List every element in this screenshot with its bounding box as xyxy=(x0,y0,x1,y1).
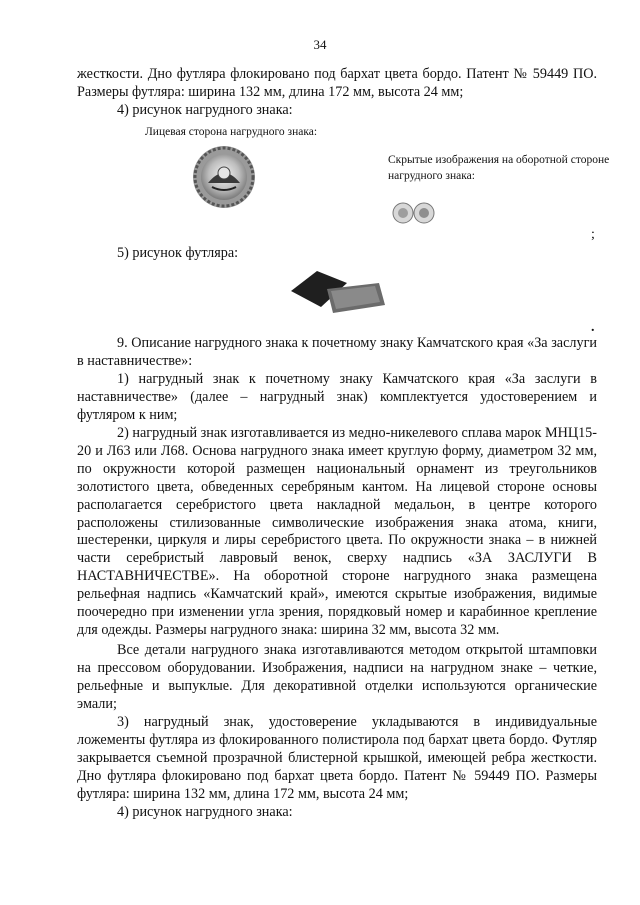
paragraph-4: 3) нагрудный знак, удостоверение укладываются в индивидуальные ложементы футляра из флокированного полистирола под бархат цвета бордо. Футляр закрывается съемной прозрачной блистерной крышкой, имеющей ребра жесткости. Дно футляра флокировано под бархат цвета бордо. Патент № 59449 ПО. Размеры футляра: ширина 132 мм, длина 172 мм, высота 24 мм; xyxy=(77,714,597,802)
section9-heading: 9. Описание нагрудного знака к почетному знаку Камчатского края «За заслуги в наставничестве»: xyxy=(77,335,597,369)
item5-label: 5) рисунок футляра: xyxy=(117,245,239,261)
item4-label: 4) рисунок нагрудного знака: xyxy=(117,102,293,118)
paragraph-1: 1) нагрудный знак к почетному знаку Камчатского края «За заслуги в наставничестве» (далее – нагрудный знак) комплектуется удостоверением и футляром к ним; xyxy=(77,371,597,423)
period-mark: . xyxy=(591,320,595,335)
hidden-images-caption: Скрытые изображения на оборотной стороне нагрудного знака: xyxy=(388,154,610,182)
badge-hidden-images xyxy=(390,200,438,226)
badge-front-image xyxy=(188,143,260,211)
paragraph-case-continued: жесткости. Дно футляра флокировано под бархат цвета бордо. Патент № 59449 ПО. Размеры футляра: ширина 132 мм, длина 172 мм, высота 24 мм; xyxy=(77,66,597,100)
paragraph-2: 2) нагрудный знак изготавливается из медно-никелевого сплава марок МНЦ15-20 и Л63 или Л68. Основа нагрудного знака имеет круглую форму, диаметром 32 мм, по окружности которой размещен национальный орнамент из треугольников золотистого цвета, обведенных серебряным кантом. На лицевой стороне основы располагается серебристого цвета накладной медальон, в центре которого расположены стилизованные символические изображения знака атома, книги, шестеренки, циркуля и лиры серебристого цвета. По окружности знака – в нижней части серебристый лавровый венок, сверху надпись «ЗА ЗАСЛУГИ В НАСТАВНИЧЕСТВЕ». На оборотной стороне нагрудного знака размещена рельефная надпись «Камчатский край», имеются скрытые изображения, видимые поочередно при изменении угла зрения, порядковый номер и карабинное крепление для одежды. Размеры нагрудного знака: ширина 32 мм, высота 32 мм. xyxy=(77,425,597,638)
semicolon-mark: ; xyxy=(591,227,595,242)
front-side-caption: Лицевая сторона нагрудного знака: xyxy=(145,126,318,138)
case-image xyxy=(287,269,387,315)
paragraph-3: Все детали нагрудного знака изготавливаются методом открытой штамповки на прессовом оборудовании. Изображения, надписи на нагрудном знаке – четкие, рельефные и выпуклые. Для декоративной отделки используются органические эмали; xyxy=(77,642,597,712)
item4-label-bottom: 4) рисунок нагрудного знака: xyxy=(117,804,293,820)
page-number: 34 xyxy=(313,37,327,52)
